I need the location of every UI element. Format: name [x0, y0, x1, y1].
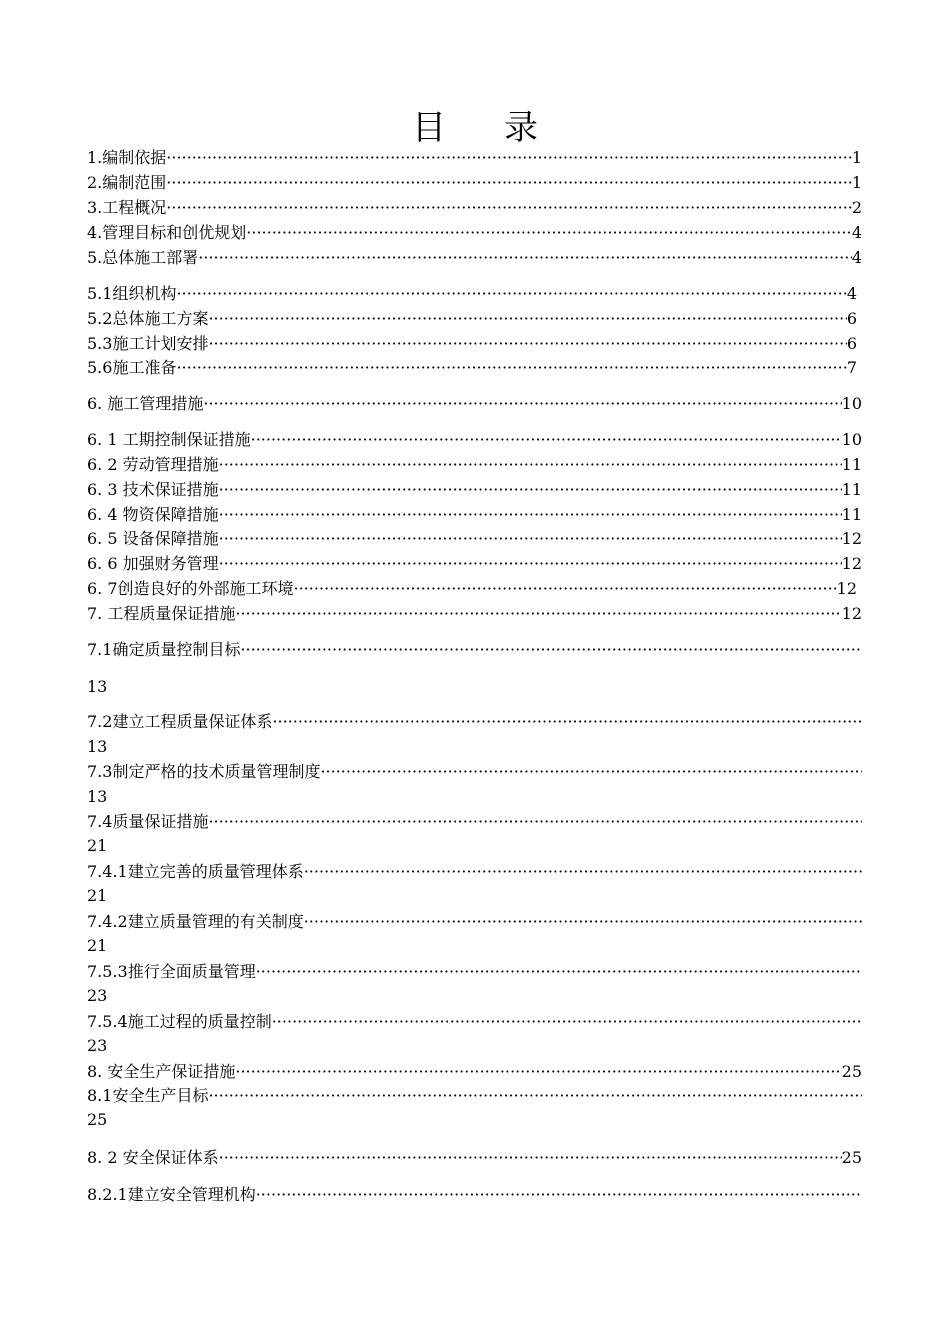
toc-entry[interactable]: 2.编制范围 ····· 1	[87, 171, 862, 193]
toc-page-number: 23	[87, 1036, 108, 1055]
toc-entry[interactable]: 7.1确定质量控制目标 ·····	[87, 638, 862, 660]
toc-entry[interactable]: 6. 3 技术保证措施 ····· 11	[87, 478, 862, 500]
toc-entry[interactable]: 6. 5 设备保障措施 ····· 12	[87, 527, 862, 549]
toc-entry[interactable]: 8. 2 安全保证体系 ····· 25	[87, 1146, 862, 1168]
toc-entry[interactable]: 7. 工程质量保证措施 ····· 12	[87, 602, 862, 624]
toc-page-number: 13	[87, 787, 108, 806]
toc-entry[interactable]: 6. 2 劳动管理措施 ····· 11	[87, 453, 862, 475]
toc-entry[interactable]: 8. 安全生产保证措施 ····· 25	[87, 1060, 862, 1082]
title-char-2: 录	[504, 108, 538, 148]
toc-entry[interactable]: 7.2建立工程质量保证体系 ·····	[87, 710, 862, 732]
toc-entry[interactable]: 7.3制定严格的技术质量管理制度 ·····	[87, 760, 862, 782]
toc-page-number: 21	[87, 886, 108, 905]
toc-entry[interactable]: 6. 6 加强财务管理 ····· 12	[87, 552, 862, 574]
toc-entry[interactable]: 6. 1 工期控制保证措施 ····· 10	[87, 428, 862, 450]
toc-entry[interactable]: 8.2.1建立安全管理机构 ·····	[87, 1183, 862, 1205]
toc-entry[interactable]: 3.工程概况 ····· 2	[87, 196, 862, 218]
toc-entry[interactable]: 5.6施工准备 ····· 7	[87, 356, 857, 378]
toc-entry[interactable]: 6. 7创造良好的外部施工环境 ····· 12	[87, 577, 857, 599]
toc-entry[interactable]: 5.1组织机构 ····· 4	[87, 282, 857, 304]
toc-entry[interactable]: 5.3施工计划安排 ····· 6	[87, 332, 857, 354]
toc-entry[interactable]: 7.4.1建立完善的质量管理体系 ·····	[87, 860, 862, 882]
toc-entry[interactable]: 7.5.3推行全面质量管理 ·····	[87, 960, 862, 982]
toc-entry[interactable]: 5.总体施工部署 ····· 4	[87, 246, 862, 268]
toc-page-number: 25	[87, 1110, 108, 1129]
toc-entry[interactable]: 7.5.4施工过程的质量控制 ·····	[87, 1010, 862, 1032]
toc-page-number: 13	[87, 737, 108, 756]
toc-entry[interactable]: 7.4.2建立质量管理的有关制度 ·····	[87, 910, 862, 932]
page-title	[0, 100, 950, 149]
toc-page-number: 21	[87, 936, 108, 955]
toc-entry[interactable]: 6. 施工管理措施 ····· 10	[87, 392, 862, 414]
toc-entry[interactable]: 1.编制依据 ····· 1	[87, 146, 862, 168]
toc-entry[interactable]: 6. 4 物资保障措施 ····· 11	[87, 503, 862, 525]
toc-page-number: 23	[87, 986, 108, 1005]
toc-entry[interactable]: 4.管理目标和创优规划 ····· 4	[87, 221, 862, 243]
toc-page-number: 13	[87, 677, 108, 696]
toc-entry[interactable]: 7.4质量保证措施 ·····	[87, 810, 862, 832]
toc-page-number: 21	[87, 836, 108, 855]
toc-entry[interactable]: 8.1安全生产目标 ·····	[87, 1084, 862, 1106]
toc-entry[interactable]: 5.2总体施工方案 ····· 6	[87, 307, 857, 329]
title-char-1: 目	[412, 108, 446, 148]
